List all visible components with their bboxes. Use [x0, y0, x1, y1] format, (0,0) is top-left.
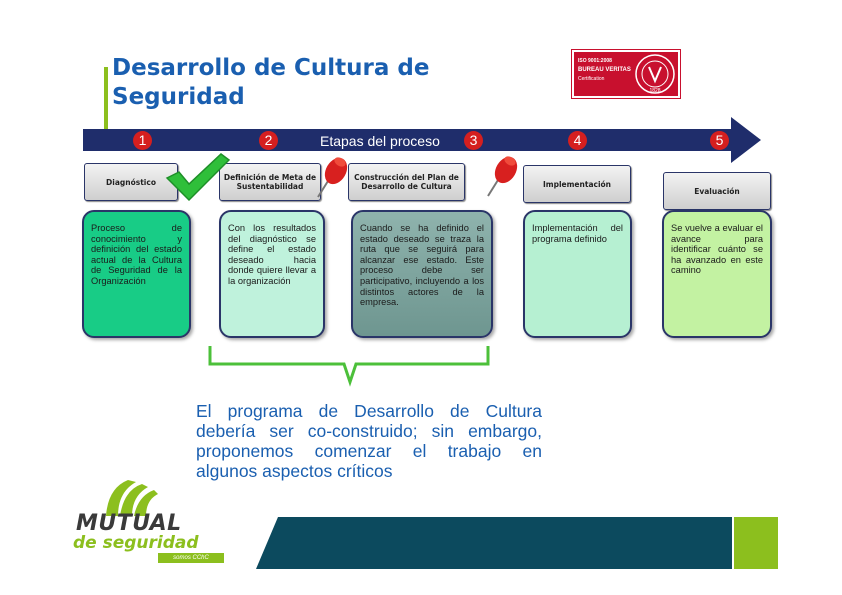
stage-header-implementacion: Implementación — [523, 165, 631, 203]
stage-body-plan: Cuando se ha definido el estado deseado se traza la ruta que se seguirá para alcanzar ese estado. Este proceso debe ser participativo, incluyendo a los distintos actores de la empresa. — [351, 210, 493, 338]
bureau-veritas-seal-icon — [634, 53, 676, 95]
step-number-2: 2 — [259, 131, 278, 150]
pushpin-icon — [312, 153, 350, 199]
stage-body-implementacion: Implementación del programa definido — [523, 210, 632, 338]
stage-body-diagnostico: Proceso de conocimiento y definición del estado actual de la Cultura de Seguridad de la Organización — [82, 210, 191, 338]
step-number-4: 4 — [568, 131, 587, 150]
pushpin-icon — [482, 152, 520, 198]
step-number-3: 3 — [464, 131, 483, 150]
stage-body-meta: Con los resultados del diagnóstico se define el estado deseado hacia donde quiere llevar a la organización — [219, 210, 325, 338]
stage-header-plan: Construcción del Plan de Desarrollo de Cultura — [348, 163, 465, 201]
grouping-brace — [204, 342, 494, 390]
stage-header-meta: Definición de Meta de Sustentabilidad — [219, 163, 321, 201]
logo-tagline: de seguridad — [73, 533, 199, 553]
check-icon — [165, 150, 231, 204]
page-title: Desarrollo de Cultura de Seguridad — [112, 55, 430, 110]
conclusion-text: El programa de Desarrollo de Cultura debería ser co-construido; sin embargo, proponemos comenzar el trabajo en algunos aspectos críticos — [196, 401, 542, 481]
logo-name: MUTUAL — [76, 511, 182, 536]
stage-body-evaluacion: Se vuelve a evaluar el avance para identificar cuánto se ha avanzado en este camino — [662, 210, 772, 338]
step-number-5: 5 — [710, 131, 729, 150]
bureau-veritas-logo: ISO 9001:2008 BUREAU VERITAS Certification 1828 — [572, 50, 680, 98]
logo-slogan: somos CChC — [158, 553, 224, 563]
stage-header-evaluacion: Evaluación — [663, 172, 771, 210]
footer-band — [256, 517, 842, 569]
step-number-1: 1 — [133, 131, 152, 150]
stage-header-diagnostico: Diagnóstico — [84, 163, 178, 201]
timeline-label: Etapas del proceso — [320, 133, 440, 149]
svg-text:1828: 1828 — [649, 88, 661, 94]
